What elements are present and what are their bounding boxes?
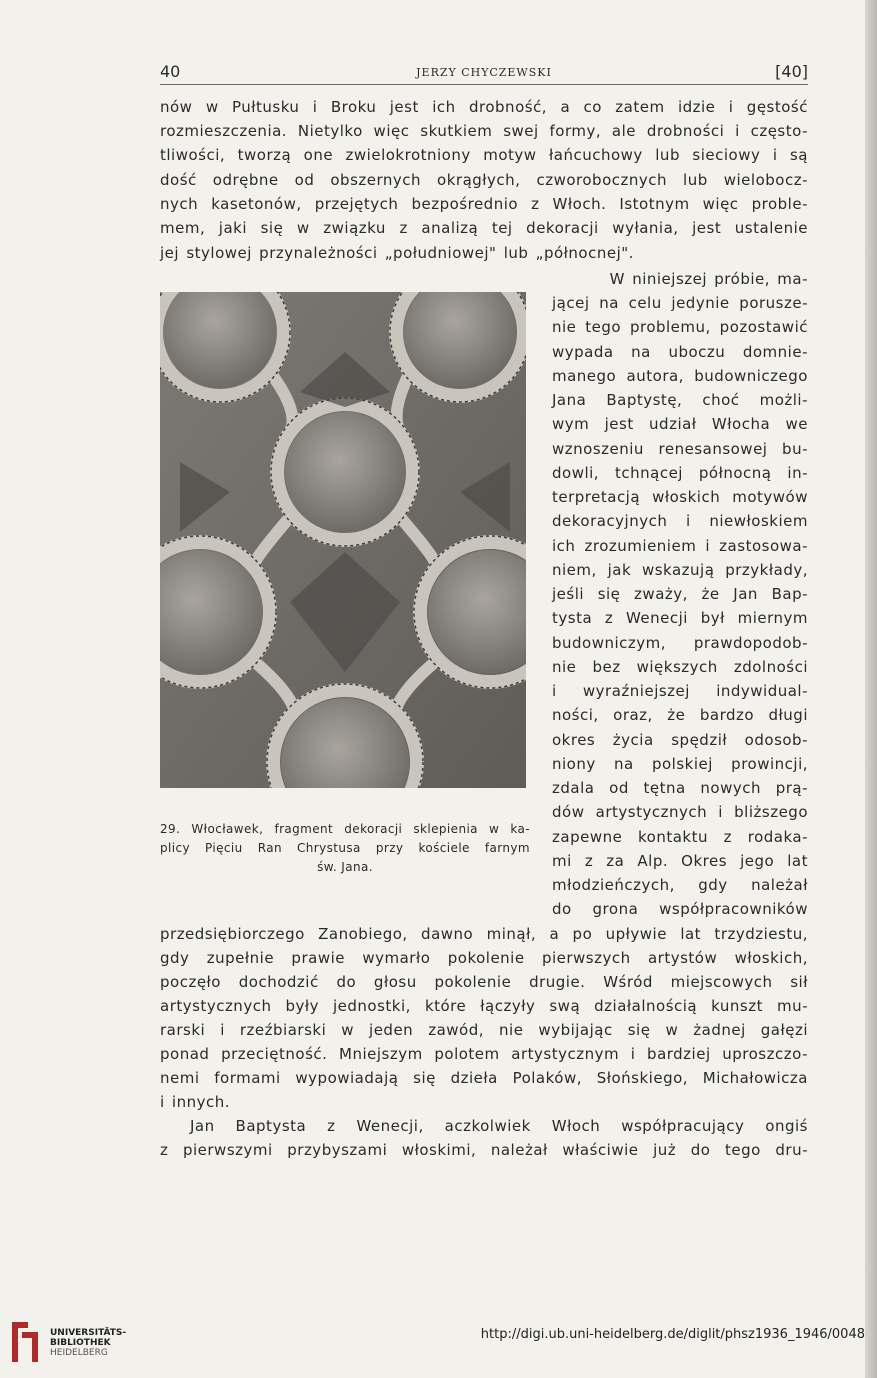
column-text-line: manego autora, budowniczego (552, 367, 808, 385)
column-text-line: terpretacją włoskich motywów (552, 488, 808, 506)
text-line: poczęło dochodzić do głosu pokolenie drugie. Wśród miejscowych sił (160, 973, 808, 991)
bracket-page-number: [40] (775, 62, 808, 81)
column-text-line: dów artystycznych i bliższego (552, 803, 808, 821)
column-text-line: ich zrozumieniem i zastosowa- (552, 537, 808, 555)
column-text-line: W niniejszej próbie, ma- (609, 270, 808, 288)
source-url-link[interactable]: http://digi.ub.uni-heidelberg.de/diglit/phsz1936_1946/0048 (480, 1327, 865, 1342)
column-text-line: nie bez większych zdolności (552, 658, 808, 676)
text-line: i innych. (160, 1093, 231, 1111)
text-line: nych kasetonów, przejętych bezpośrednio z Włoch. Istotnym więc proble- (160, 195, 808, 213)
column-text-line: jącej na celu jedynie porusze- (552, 294, 808, 312)
vault-photo (160, 292, 526, 788)
library-logo-icon (8, 1318, 44, 1366)
text-line: rozmieszczenia. Nietylko więc skutkiem swej formy, ale drobności i często- (160, 122, 808, 140)
page-number: 40 (160, 62, 181, 81)
text-line: dość odrębne od obszernych okrągłych, czworobocznych lub wielobocz- (160, 171, 808, 189)
library-name-line: BIBLIOTHEK (50, 1338, 111, 1348)
text-line: nemi formami wypowiadają się dzieła Polaków, Słońskiego, Michałowicza (160, 1069, 808, 1087)
column-text-line: okres życia spędził odosob- (552, 731, 808, 749)
column-text-line: młodzieńczych, gdy należał (552, 876, 808, 894)
text-line: Jan Baptysta z Wenecji, aczkolwiek Włoch współpracujący ongiś (190, 1117, 808, 1135)
text-line: jej stylowej przynależności „południowej" lub „północnej". (160, 244, 634, 262)
text-line: artystycznych były jednostki, które łączyły swą działalnością kunszt mu- (160, 997, 808, 1015)
column-text-line: do grona współpracowników (552, 900, 808, 918)
text-line: ponad przeciętność. Mniejszym polotem artystycznym i bardziej uproszczo- (160, 1045, 808, 1063)
column-text-line: wym jest udział Włocha we (552, 415, 808, 433)
column-text-line: dekoracyjnych i niewłoskiem (552, 512, 808, 530)
library-name (50, 1328, 126, 1358)
text-line: gdy zupełnie prawie wymarło pokolenie pierwszych artystów włoskich, (160, 949, 808, 967)
column-text-line: tysta z Wenecji był miernym (552, 609, 808, 627)
running-title: JERZY CHYCZEWSKI (416, 66, 552, 79)
footer-bar (0, 1318, 877, 1378)
page-edge (865, 0, 877, 1378)
text-line: nów w Pułtusku i Broku jest ich drobność, a co zatem idzie i gęstość (160, 98, 808, 116)
column-text-line: wznoszeniu renesansowej bu- (552, 440, 808, 458)
column-text-line: ności, oraz, że bardzo długi (552, 706, 808, 724)
column-text-line: zapewne kontaktu z rodaka- (552, 828, 808, 846)
library-name-line: HEIDELBERG (50, 1348, 108, 1358)
figure-caption-line: św. Jana. (317, 860, 373, 874)
figure-vault-decoration (160, 292, 526, 788)
column-text-line: budowniczym, prawdopodob- (552, 634, 808, 652)
text-line: rarski i rzeźbiarski w jeden zawód, nie wybijając się w żadnej gałęzi (160, 1021, 808, 1039)
library-name-line: UNIVERSITÄTS- (50, 1328, 127, 1338)
running-header (160, 60, 808, 85)
figure-caption-line: 29. Włocławek, fragment dekoracji sklepienia w ka- (160, 822, 530, 836)
column-text-line: niony na polskiej prowincji, (552, 755, 808, 773)
column-text-line: Jana Baptystę, choć możli- (552, 391, 808, 409)
figure-caption-line: plicy Pięciu Ran Chrystusa przy kościele farnym (160, 841, 530, 855)
text-line: tliwości, tworzą one zwielokrotniony motyw łańcuchowy lub sieciowy i są (160, 146, 808, 164)
text-line: przedsiębiorczego Zanobiego, dawno minął, a po upływie lat trzydziestu, (160, 925, 808, 943)
column-text-line: nie tego problemu, pozostawić (552, 318, 808, 336)
column-text-line: jeśli się zważy, że Jan Bap- (552, 585, 808, 603)
column-text-line: dowli, tchnącej północną in- (552, 464, 808, 482)
column-text-line: i wyraźniejszej indywidual- (552, 682, 808, 700)
column-text-line: wypada na uboczu domnie- (552, 343, 808, 361)
column-text-line: mi z za Alp. Okres jego lat (552, 852, 808, 870)
text-line: z pierwszymi przybyszami włoskimi, należał właściwie już do tego dru- (160, 1141, 808, 1159)
column-text-line: niem, jak wskazują przykłady, (552, 561, 808, 579)
column-text-line: zdala od tętna nowych prą- (552, 779, 808, 797)
text-line: mem, jaki się w związku z analizą tej dekoracji wyłania, jest ustalenie (160, 219, 808, 237)
